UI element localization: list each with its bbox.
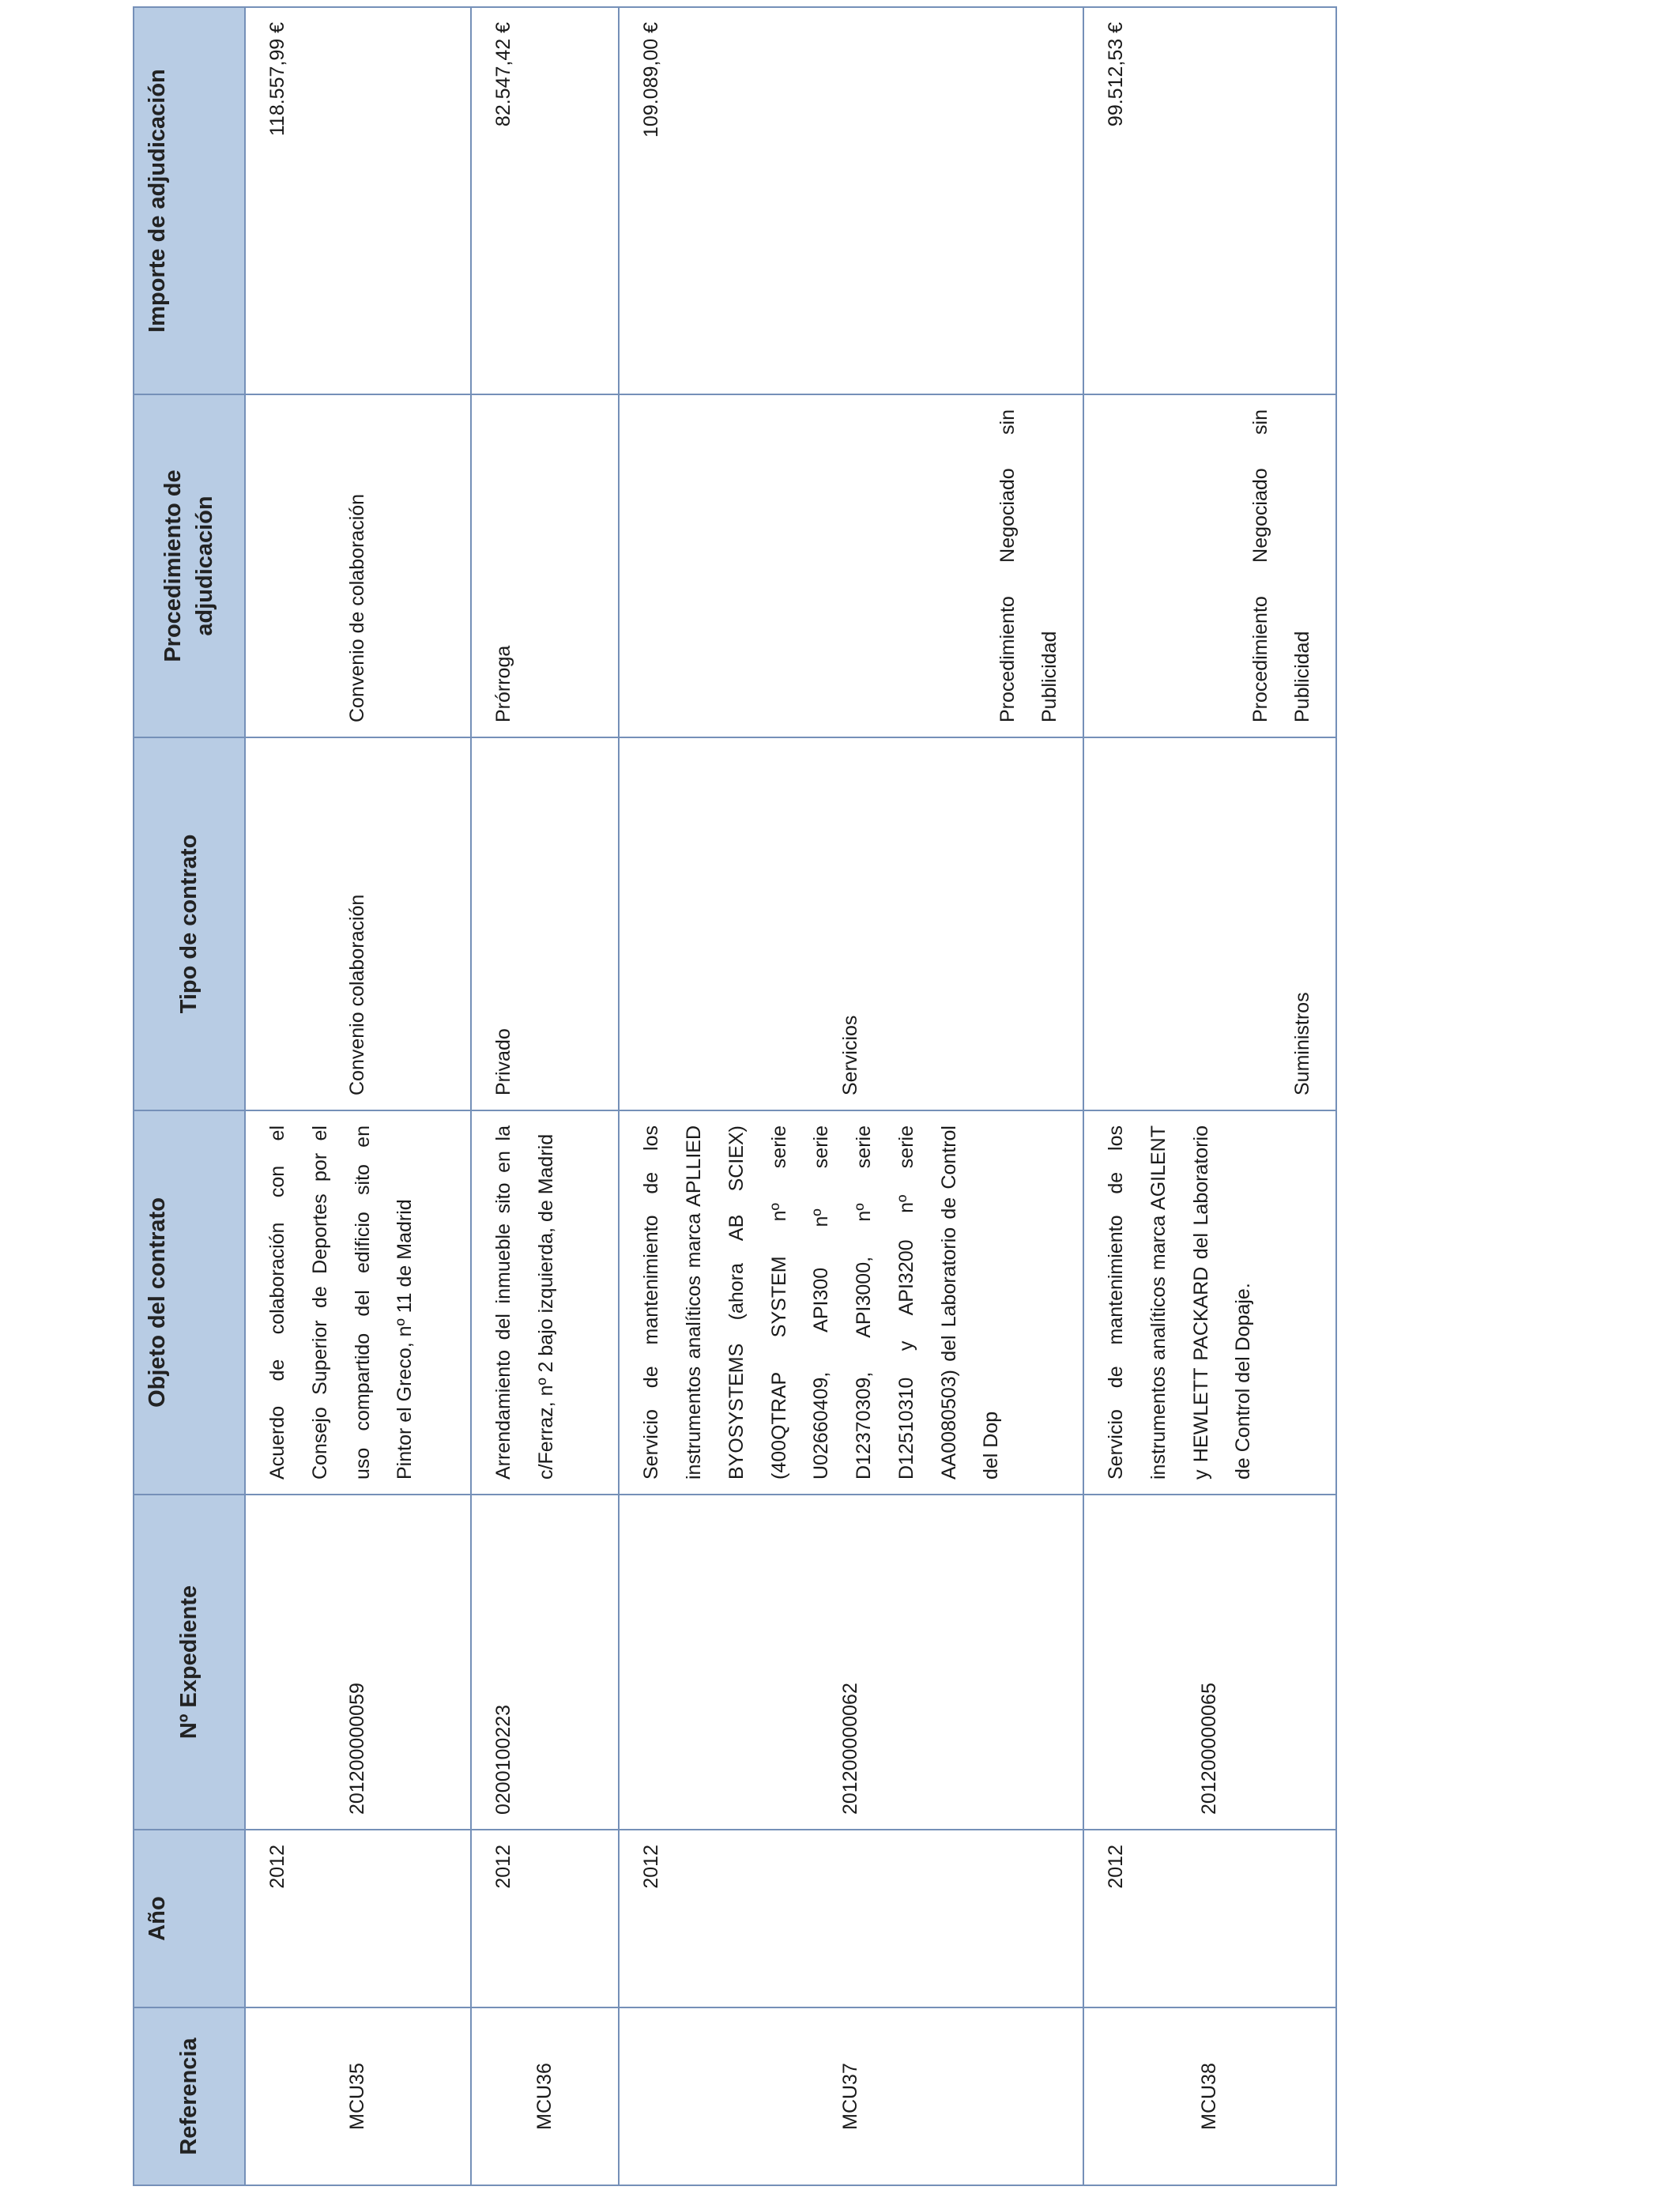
cell-procedimiento: Procedimiento Negociado sin Publicidad — [619, 394, 1083, 737]
cell-referencia: MCU36 — [471, 2007, 619, 2185]
header-procedimiento: Procedimiento de adjudicación — [134, 394, 245, 737]
cell-importe: 99.512,53 € — [1083, 7, 1336, 394]
cell-referencia: MCU38 — [1083, 2007, 1336, 2185]
header-expediente: Nº Expediente — [134, 1495, 245, 1830]
cell-tipo: Suministros — [1083, 737, 1336, 1110]
cell-procedimiento: Convenio de colaboración — [245, 394, 471, 737]
header-tipo: Tipo de contrato — [134, 737, 245, 1110]
table-row — [245, 7, 471, 2185]
header-objeto: Objeto del contrato — [134, 1110, 245, 1495]
header-importe: Importe de adjudicación — [134, 7, 245, 394]
contracts-table — [133, 6, 1337, 2186]
table-row — [1083, 7, 1336, 2185]
table-row — [471, 7, 619, 2185]
cell-objeto: Servicio de mantenimiento de los instrumentos analíticos marca APLLIED BYOSYSTEMS (ahora AB SCIEX) (400QTRAP SYSTEM nº serie U02660409, API300 nº serie D12370309, API3000, nº serie D12510310 y API3200 nº serie AA0080503) del Laboratorio de Control del Dop — [619, 1110, 1083, 1495]
cell-importe: 82.547,42 € — [471, 7, 619, 394]
cell-tipo: Servicios — [619, 737, 1083, 1110]
cell-ano: 2012 — [619, 1830, 1083, 2007]
header-ano: Año — [134, 1830, 245, 2007]
cell-objeto: Servicio de mantenimiento de los instrumentos analíticos marca AGILENT y HEWLETT PACKARD del Laboratorio de Control del Dopaje. — [1083, 1110, 1336, 1495]
cell-expediente: 201200000062 — [619, 1495, 1083, 1830]
table-row — [619, 7, 1083, 2185]
cell-tipo: Convenio colaboración — [245, 737, 471, 1110]
cell-expediente: 0200100223 — [471, 1495, 619, 1830]
header-referencia: Referencia — [134, 2007, 245, 2185]
cell-importe: 118.557,99 € — [245, 7, 471, 394]
cell-referencia: MCU35 — [245, 2007, 471, 2185]
cell-ano: 2012 — [245, 1830, 471, 2007]
cell-ano: 2012 — [1083, 1830, 1336, 2007]
rotated-table-container — [133, 8, 1337, 2186]
cell-expediente: 201200000059 — [245, 1495, 471, 1830]
cell-objeto: Acuerdo de colaboración con el Consejo Superior de Deportes por el uso compartido del edificio sito en Pintor el Greco, nº 11 de Madrid — [245, 1110, 471, 1495]
cell-ano: 2012 — [471, 1830, 619, 2007]
cell-referencia: MCU37 — [619, 2007, 1083, 2185]
cell-tipo: Privado — [471, 737, 619, 1110]
cell-importe: 109.089,00 € — [619, 7, 1083, 394]
cell-procedimiento: Prórroga — [471, 394, 619, 737]
cell-expediente: 201200000065 — [1083, 1495, 1336, 1830]
table-header-row — [134, 7, 245, 2185]
cell-procedimiento: Procedimiento Negociado sin Publicidad — [1083, 394, 1336, 737]
cell-objeto: Arrendamiento del inmueble sito en la c/Ferraz, nº 2 bajo izquierda, de Madrid — [471, 1110, 619, 1495]
